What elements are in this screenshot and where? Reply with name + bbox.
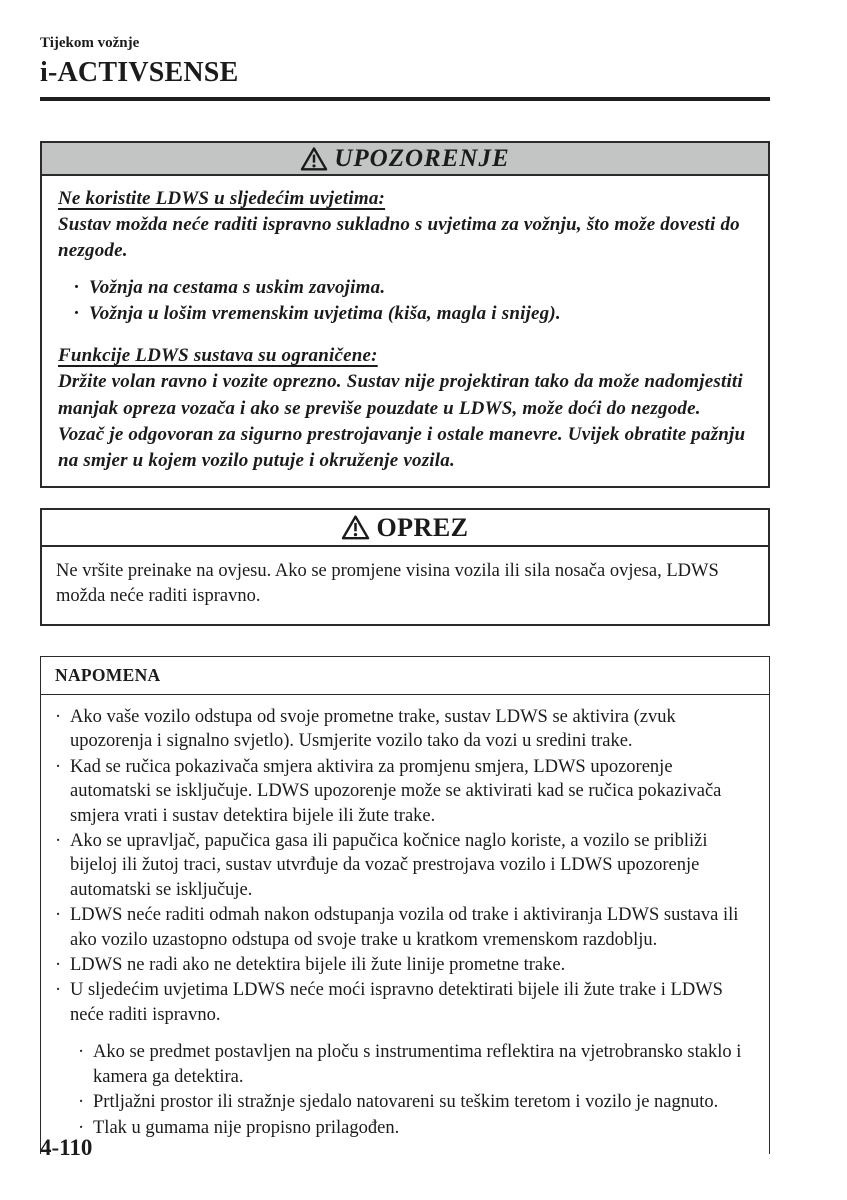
list-item	[78, 1040, 755, 1089]
bullet-dot: ·	[74, 302, 79, 324]
warning-box-body	[42, 176, 768, 486]
bullet-dot: ·	[55, 707, 62, 727]
list-item	[55, 903, 755, 952]
list-item-text: Ako vaše vozilo odstupa od svoje prometne trake, sustav LDWS se aktivira (zvuk upozorenja i signalno svjetlo). Usmjerite vozilo tako da vozi u sredini trake.	[70, 707, 676, 752]
note-box	[40, 656, 770, 1154]
page-title: i-ACTIVSENSE	[40, 57, 239, 88]
list-item	[55, 978, 755, 1027]
warning-section1-heading: Ne koristite LDWS u sljedećim uvjetima:	[58, 188, 386, 209]
list-item	[55, 829, 755, 902]
list-item	[55, 755, 755, 828]
warning-bullet-list	[58, 275, 752, 327]
list-item-text: U sljedećim uvjetima LDWS neće moći ispravno detektirati bijele ili žute trake i LDWS neće raditi ispravno.	[70, 980, 723, 1025]
list-item-text: Kad se ručica pokazivača smjera aktivira za promjenu smjera, LDWS upozorenje automatski se isključuje. LDWS upozorenje može se aktivirati kad se ručica pokazivača smjera vrati i sustav detektira bijele ili žute trake.	[70, 756, 722, 826]
list-item-text: Vožnja na cestama s uskim zavojima.	[89, 276, 386, 298]
caution-text: Ne vršite preinake na ovjesu. Ako se promjene visina vozila ili sila nosača ovjesa, LDWS možda neće raditi ispravno.	[56, 561, 719, 606]
warning-section1-body: Sustav možda neće raditi ispravno sukladno s uvjetima za vožnju, što može dovesti do nezgode.	[58, 214, 740, 262]
caution-triangle-icon	[341, 514, 370, 541]
header-rule	[40, 97, 770, 101]
list-item	[55, 953, 755, 977]
list-item-text: Ako se upravljač, papučica gasa ili papučica kočnice naglo koriste, a vozilo se približi bijeloj ili žutoj traci, sustav utvrđuje da vozač prestrojava vozilo i LDWS upozorenje automatski se isključuje.	[70, 831, 708, 900]
warning-section2-body: Držite volan ravno i vozite oprezno. Sustav nije projektiran tako da može nadomjestiti manjak opreza vozača i ako se previše pouzdate u LDWS, može doći do nezgode. Vozač je odgovoran za sigurno prestrojavanje i ostale manevre. Uvijek obratite pažnju na smjer u kojem vozilo putuje i okruženje vozila.	[58, 371, 746, 471]
note-bullet-list	[55, 705, 755, 1027]
list-item-text: Prtljažni prostor ili stražnje sjedalo natovareni su teškim teretom i vozilo je nagnuto.	[93, 1092, 719, 1113]
bullet-dot: ·	[78, 1117, 85, 1138]
breadcrumb: Tijekom vožnje	[40, 35, 140, 51]
bullet-dot: ·	[55, 955, 62, 976]
bullet-dot: ·	[55, 756, 62, 777]
caution-box	[40, 508, 770, 626]
page-header	[40, 34, 770, 101]
list-item-text: Vožnja u lošim vremenskim uvjetima (kiša, magla i snijeg).	[89, 302, 561, 324]
caution-box-body	[42, 547, 768, 624]
list-item-text: Ako se predmet postavljen na ploču s instrumentima reflektira na vjetrobransko staklo i kamera ga detektira.	[93, 1042, 742, 1087]
bullet-dot: ·	[55, 831, 62, 852]
bullet-dot: ·	[55, 905, 62, 926]
list-item-text: LDWS neće raditi odmah nakon odstupanja vozila od trake i aktiviranja LDWS sustava ili ako vozilo uzastopno odstupa od svoje trake u kratkom vremenskom razdoblju.	[70, 905, 739, 950]
warning-box-title: UPOZORENJE	[334, 144, 510, 172]
warning-box	[40, 141, 770, 488]
list-item	[78, 1116, 755, 1140]
list-item	[58, 275, 752, 301]
note-sub-bullet-list	[55, 1040, 755, 1140]
list-item	[78, 1090, 755, 1114]
caution-box-title: OPREZ	[376, 512, 469, 542]
warning-box-header	[42, 143, 768, 176]
bullet-dot: ·	[78, 1092, 85, 1113]
note-box-title: NAPOMENA	[41, 657, 769, 695]
warning-triangle-icon	[300, 146, 328, 172]
list-item-text: LDWS ne radi ako ne detektira bijele ili žute linije prometne trake.	[70, 955, 566, 976]
list-item-text: Tlak u gumama nije propisno prilagođen.	[93, 1117, 400, 1138]
caution-box-header	[42, 510, 768, 547]
bullet-dot: ·	[78, 1042, 85, 1063]
note-box-body	[41, 695, 769, 1154]
bullet-dot: ·	[55, 980, 62, 1001]
list-item	[58, 301, 752, 327]
page-number: 4-110	[40, 1135, 93, 1160]
bullet-dot: ·	[74, 276, 79, 298]
warning-section2-heading: Funkcije LDWS sustava su ograničene:	[58, 345, 378, 367]
list-item	[55, 705, 755, 754]
